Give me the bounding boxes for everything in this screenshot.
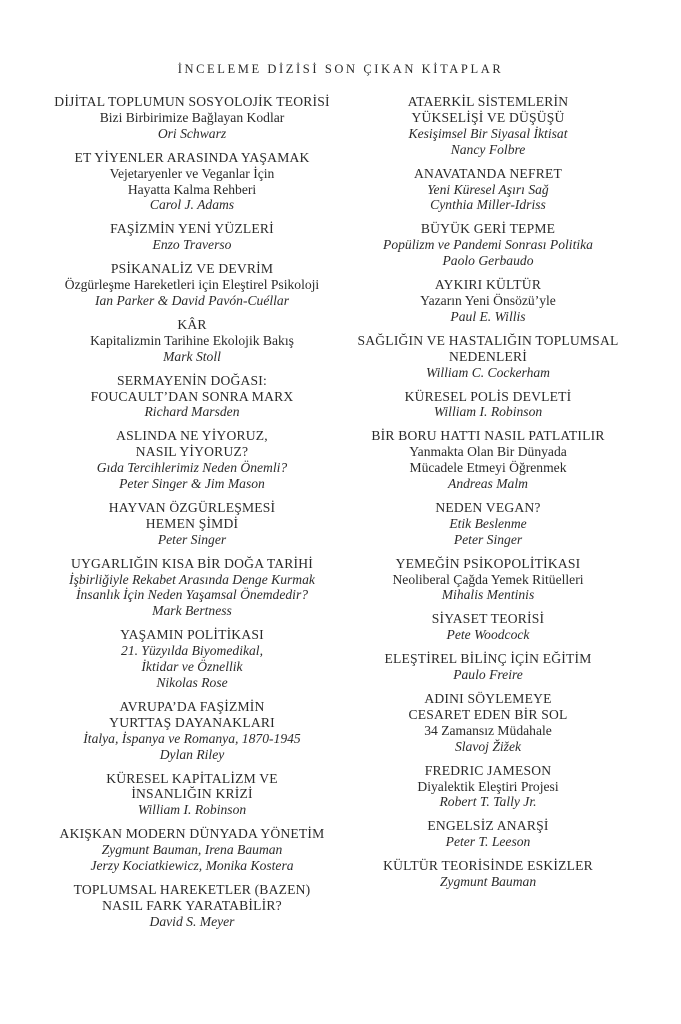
book-author: Jerzy Kociatkiewicz, Monika Kostera — [90, 858, 294, 874]
book-subtitle: İşbirliğiyle Rekabet Arasında Denge Kurmak — [69, 571, 315, 587]
book-subtitle: Diyalektik Eleştiri Projesi — [417, 778, 559, 794]
book-title: ADINI SÖYLEMEYE — [424, 691, 552, 706]
book-entry — [36, 627, 348, 691]
book-author: Peter T. Leeson — [445, 834, 531, 850]
book-subtitle: Yeni Küresel Aşırı Sağ — [427, 181, 549, 197]
book-entry — [36, 428, 348, 492]
book-title: FAŞİZMİN YENİ YÜZLERİ — [110, 221, 274, 237]
book-entry — [36, 699, 348, 763]
book-subtitle: Özgürleşme Hareketleri için Eleştirel Psikoloji — [64, 277, 320, 293]
book-title: KÜLTÜR TEORİSİNDE ESKİZLER — [383, 858, 593, 874]
book-title: BİR BORU HATTI NASIL PATLATILIR — [371, 428, 605, 444]
book-author: William I. Robinson — [433, 404, 543, 420]
book-title: ELEŞTİREL BİLİNÇ İÇİN EĞİTİM — [384, 651, 592, 667]
book-author: Richard Marsden — [144, 404, 240, 420]
book-author: Zygmunt Bauman, Irena Bauman — [101, 842, 283, 858]
book-entry — [36, 556, 348, 620]
book-title: AVRUPA’DA FAŞİZMİN — [119, 698, 265, 714]
book-entry — [345, 651, 631, 683]
book-entry — [345, 428, 631, 492]
book-entry — [345, 691, 631, 755]
book-entry — [345, 333, 631, 381]
book-entry — [345, 611, 631, 643]
book-author: Paul E. Willis — [450, 308, 526, 324]
book-entry — [36, 94, 348, 142]
book-title: ENGELSİZ ANARŞİ — [427, 818, 549, 834]
book-title: YÜKSELİŞİ VE DÜŞÜŞÜ — [411, 109, 565, 125]
book-title: KÂR — [177, 316, 207, 332]
book-subtitle: Popülizm ve Pandemi Sonrası Politika — [383, 237, 593, 253]
book-author: William I. Robinson — [137, 802, 247, 818]
book-subtitle: Neoliberal Çağda Yemek Ritüelleri — [392, 571, 584, 587]
book-entry — [345, 277, 631, 325]
book-author: Peter Singer — [453, 531, 523, 547]
book-title: İNSANLIĞIN KRİZİ — [131, 786, 253, 802]
book-title: FREDRIC JAMESON — [424, 762, 552, 778]
book-entry — [36, 373, 348, 421]
book-author: Mihalis Mentinis — [441, 587, 535, 603]
book-author: Peter Singer & Jim Mason — [119, 476, 265, 492]
book-title: SAĞLIĞIN VE HASTALIĞIN TOPLUMSAL — [357, 332, 619, 348]
book-subtitle: 34 Zamansız Müdahale — [424, 722, 552, 738]
book-subtitle: Yanmakta Olan Bir Dünyada — [409, 444, 567, 460]
book-entry — [345, 389, 631, 421]
book-entry — [345, 818, 631, 850]
book-subtitle: 21. Yüzyılda Biyomedikal, — [121, 643, 263, 659]
book-title: ATAERKİL SİSTEMLERİN — [407, 94, 569, 109]
book-entry — [36, 221, 348, 253]
book-author: Cynthia Miller-Idriss — [430, 197, 546, 213]
book-entry — [36, 261, 348, 309]
book-subtitle: Etik Beslenme — [449, 515, 527, 531]
book-entry — [345, 166, 631, 214]
book-entry — [345, 556, 631, 604]
book-subtitle: İktidar ve Öznellik — [141, 659, 243, 675]
book-entry — [345, 221, 631, 269]
book-author: Pete Woodcock — [446, 627, 530, 643]
book-entry — [345, 763, 631, 811]
book-subtitle: Hayatta Kalma Rehberi — [127, 181, 257, 197]
book-subtitle: Mücadele Etmeyi Öğrenmek — [409, 460, 567, 476]
left-column — [36, 94, 348, 938]
book-subtitle: Kesişimsel Bir Siyasal İktisat — [408, 125, 568, 141]
book-author: David S. Meyer — [149, 913, 235, 929]
book-title: HEMEN ŞİMDİ — [145, 515, 239, 531]
book-author: Ori Schwarz — [157, 125, 227, 141]
book-title: NEDENLERİ — [448, 348, 528, 364]
book-author: Nancy Folbre — [450, 141, 526, 157]
book-entry — [36, 150, 348, 214]
book-entry — [36, 826, 348, 874]
book-title: YEMEĞİN PSİKOPOLİTİKASI — [395, 555, 581, 571]
book-author: Andreas Malm — [448, 476, 528, 492]
book-subtitle: Bizi Birbirimize Bağlayan Kodlar — [99, 109, 285, 125]
book-title: FOUCAULT’DAN SONRA MARX — [90, 388, 294, 404]
book-author: Carol J. Adams — [149, 197, 235, 213]
book-author: Nikolas Rose — [156, 675, 228, 690]
book-author: Dylan Riley — [159, 746, 225, 762]
book-title: ASLINDA NE YİYORUZ, — [116, 428, 268, 444]
book-subtitle: Kapitalizmin Tarihine Ekolojik Bakış — [90, 332, 294, 348]
book-title: DİJİTAL TOPLUMUN SOSYOLOJİK TEORİSİ — [54, 94, 330, 109]
book-subtitle: İnsanlık İçin Neden Yaşamsal Önemdedir? — [75, 587, 309, 603]
book-title: UYGARLIĞIN KISA BİR DOĞA TARİHİ — [71, 555, 313, 571]
book-title: KÜRESEL POLİS DEVLETİ — [404, 388, 572, 404]
book-title: KÜRESEL KAPİTALİZM VE — [106, 770, 278, 786]
book-author: Mark Bertness — [152, 603, 232, 619]
book-author: Peter Singer — [157, 531, 227, 547]
book-author: Paolo Gerbaudo — [442, 253, 534, 269]
book-title: AYKIRI KÜLTÜR — [434, 277, 542, 293]
book-entry — [345, 858, 631, 890]
book-subtitle: Gıda Tercihlerimiz Neden Önemli? — [96, 460, 288, 476]
book-author: Enzo Traverso — [152, 237, 232, 253]
book-author: Mark Stoll — [163, 348, 221, 364]
book-title: BÜYÜK GERİ TEPME — [420, 221, 556, 237]
book-title: SİYASET TEORİSİ — [431, 611, 545, 627]
book-title: YURTTAŞ DAYANAKLARI — [109, 714, 275, 730]
book-title: AKIŞKAN MODERN DÜNYADA YÖNETİM — [59, 826, 325, 842]
book-author: Slavoj Žižek — [454, 738, 522, 754]
book-entry — [36, 317, 348, 365]
book-title: CESARET EDEN BİR SOL — [408, 706, 568, 722]
book-title: NASIL FARK YARATABİLİR? — [102, 897, 282, 913]
book-author: Robert T. Tally Jr. — [439, 794, 537, 810]
series-heading: İNCELEME DİZİSİ SON ÇIKAN KİTAPLAR — [177, 62, 504, 76]
book-entry — [36, 882, 348, 930]
book-title: PSİKANALİZ VE DEVRİM — [110, 261, 274, 277]
book-author: Zygmunt Bauman — [439, 874, 537, 890]
book-title: ANAVATANDA NEFRET — [414, 165, 562, 181]
book-entry — [345, 94, 631, 158]
book-title: SERMAYENİN DOĞASI: — [117, 372, 267, 388]
book-author: Paulo Freire — [453, 667, 523, 683]
book-title: HAYVAN ÖZGÜRLEŞMESİ — [108, 499, 276, 515]
book-title: NEDEN VEGAN? — [435, 499, 541, 515]
book-title: YAŞAMIN POLİTİKASI — [120, 627, 264, 643]
book-author: William C. Cockerham — [426, 364, 550, 380]
book-subtitle: Vejetaryenler ve Veganlar İçin — [109, 165, 275, 181]
right-column — [345, 94, 631, 898]
book-author: Ian Parker & David Pavón-Cuéllar — [94, 292, 290, 308]
book-entry — [36, 771, 348, 819]
book-entry — [36, 500, 348, 548]
book-entry — [345, 500, 631, 548]
book-title: ET YİYENLER ARASINDA YAŞAMAK — [74, 149, 310, 165]
book-subtitle: Yazarın Yeni Önsözü’yle — [420, 292, 556, 308]
book-subtitle: İtalya, İspanya ve Romanya, 1870-1945 — [83, 730, 301, 746]
book-title: TOPLUMSAL HAREKETLER (BAZEN) — [73, 881, 311, 897]
book-title: NASIL YİYORUZ? — [135, 444, 249, 460]
